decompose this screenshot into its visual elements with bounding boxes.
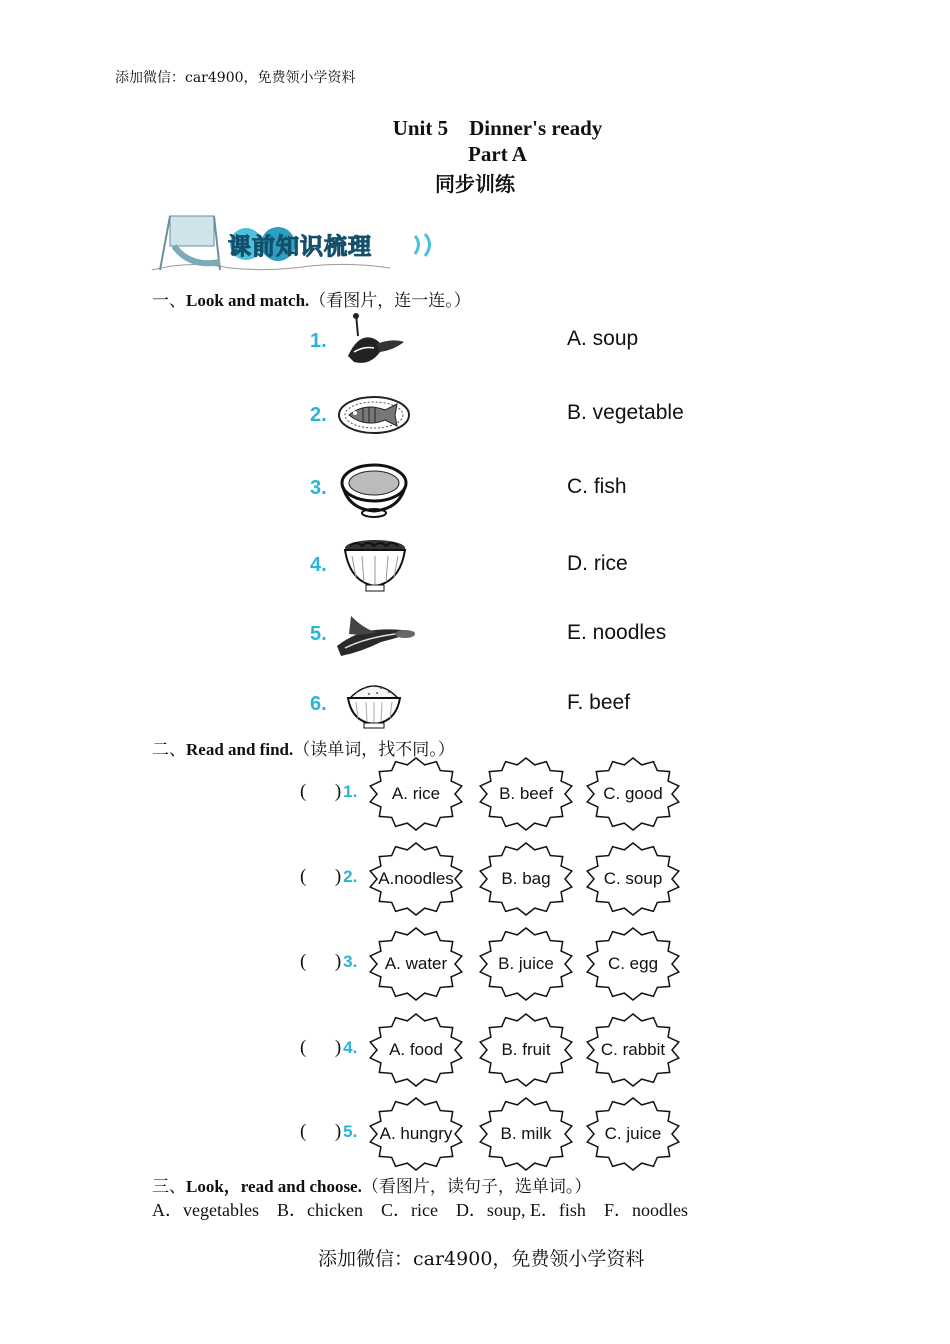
match-number-4: 4. <box>310 554 327 576</box>
word-option: A. hungry <box>379 1124 453 1143</box>
answer-parentheses: ( ) <box>300 951 342 972</box>
question-number: 5. <box>343 1122 358 1141</box>
section3-title: Look，read and choose. <box>186 1177 362 1196</box>
word-option: B. fruit <box>501 1040 551 1059</box>
noodles-bowl-icon <box>342 538 408 594</box>
section2-prefix: 二、 <box>152 740 186 759</box>
match-option-a: A. soup <box>567 327 639 350</box>
answer-blank[interactable] <box>300 951 357 973</box>
word-burst <box>585 757 681 831</box>
word-burst <box>368 1097 464 1171</box>
match-option-d: D. rice <box>567 552 628 575</box>
word-burst <box>478 757 574 831</box>
watermark-top: 添加微信：car4900，免费领小学资料 <box>115 70 356 86</box>
match-number-5: 5. <box>310 623 327 645</box>
section1-heading <box>152 286 471 311</box>
question-number: 1. <box>343 782 358 801</box>
word-burst <box>368 1013 464 1087</box>
banner-text: 课前知识梳理 <box>228 234 372 260</box>
soup-bowl-icon <box>339 461 409 519</box>
word-burst <box>585 927 681 1001</box>
word-option: A. rice <box>391 784 441 803</box>
section3-prefix: 三、 <box>152 1177 186 1196</box>
match-option-b: B. vegetable <box>567 401 684 424</box>
word-option: C. soup <box>603 869 663 888</box>
beef-icon <box>340 312 410 370</box>
question-number: 2. <box>343 867 358 886</box>
section1-note: （看图片，连一连。） <box>309 291 471 310</box>
choice-option-b: B．chicken <box>276 1200 363 1220</box>
title-practice: 同步训练 <box>435 172 515 196</box>
vegetable-icon <box>335 612 417 658</box>
word-option: B. bag <box>501 869 551 888</box>
choice-option-a: A．vegetables <box>152 1200 259 1220</box>
match-option-c: C. fish <box>567 475 627 498</box>
title-unit: Unit 5 Dinner's ready <box>392 116 603 140</box>
section1-title: Look and match. <box>186 291 310 310</box>
choice-option-c: C．rice <box>380 1200 438 1220</box>
word-burst <box>478 842 574 916</box>
section2-title: Read and find. <box>186 740 294 759</box>
answer-blank[interactable] <box>300 866 357 888</box>
word-burst <box>478 1013 574 1087</box>
answer-parentheses: ( ) <box>300 1121 342 1142</box>
word-burst <box>368 927 464 1001</box>
word-option: C. good <box>603 784 663 803</box>
answer-parentheses: ( ) <box>300 781 342 802</box>
word-burst <box>585 1097 681 1171</box>
match-option-e: E. noodles <box>567 621 667 644</box>
word-burst <box>368 757 464 831</box>
word-option: C. egg <box>607 954 659 973</box>
word-burst <box>368 842 464 916</box>
section-banner <box>150 212 450 274</box>
answer-blank[interactable] <box>300 1037 357 1059</box>
word-option: B. juice <box>498 954 554 973</box>
answer-blank[interactable] <box>300 781 357 803</box>
word-option: C. rabbit <box>600 1040 666 1059</box>
section3-heading <box>152 1172 591 1197</box>
choice-option-f: F．noodles <box>603 1200 688 1220</box>
title-part: Part A <box>468 142 527 166</box>
word-option: A. food <box>389 1040 443 1059</box>
fish-plate-icon <box>337 394 411 436</box>
match-number-3: 3. <box>310 477 327 499</box>
answer-blank[interactable] <box>300 1121 357 1143</box>
word-burst <box>585 842 681 916</box>
choice-option-d-e: D．soup, E．fish <box>455 1200 586 1220</box>
section3-options <box>152 1196 706 1222</box>
word-burst <box>478 1097 574 1171</box>
section3-note: （看图片，读句子，选单词。） <box>361 1177 592 1196</box>
answer-parentheses: ( ) <box>300 866 342 887</box>
section2-note: （读单词，找不同。） <box>293 740 455 759</box>
match-option-f: F. beef <box>567 691 631 714</box>
word-option: A. water <box>384 954 448 973</box>
word-burst <box>585 1013 681 1087</box>
answer-parentheses: ( ) <box>300 1037 342 1058</box>
word-burst <box>478 927 574 1001</box>
watermark-bottom: 添加微信：car4900，免费领小学资料 <box>318 1248 645 1270</box>
word-option: B. beef <box>499 784 553 803</box>
match-number-1: 1. <box>310 330 327 352</box>
rice-bowl-icon <box>346 678 402 730</box>
match-number-6: 6. <box>310 693 327 715</box>
question-number: 3. <box>343 952 358 971</box>
match-number-2: 2. <box>310 404 327 426</box>
section1-prefix: 一、 <box>152 291 186 310</box>
word-option: C. juice <box>604 1124 662 1143</box>
word-option: B. milk <box>500 1124 552 1143</box>
question-number: 4. <box>343 1038 358 1057</box>
word-option: A.noodles <box>378 869 454 888</box>
